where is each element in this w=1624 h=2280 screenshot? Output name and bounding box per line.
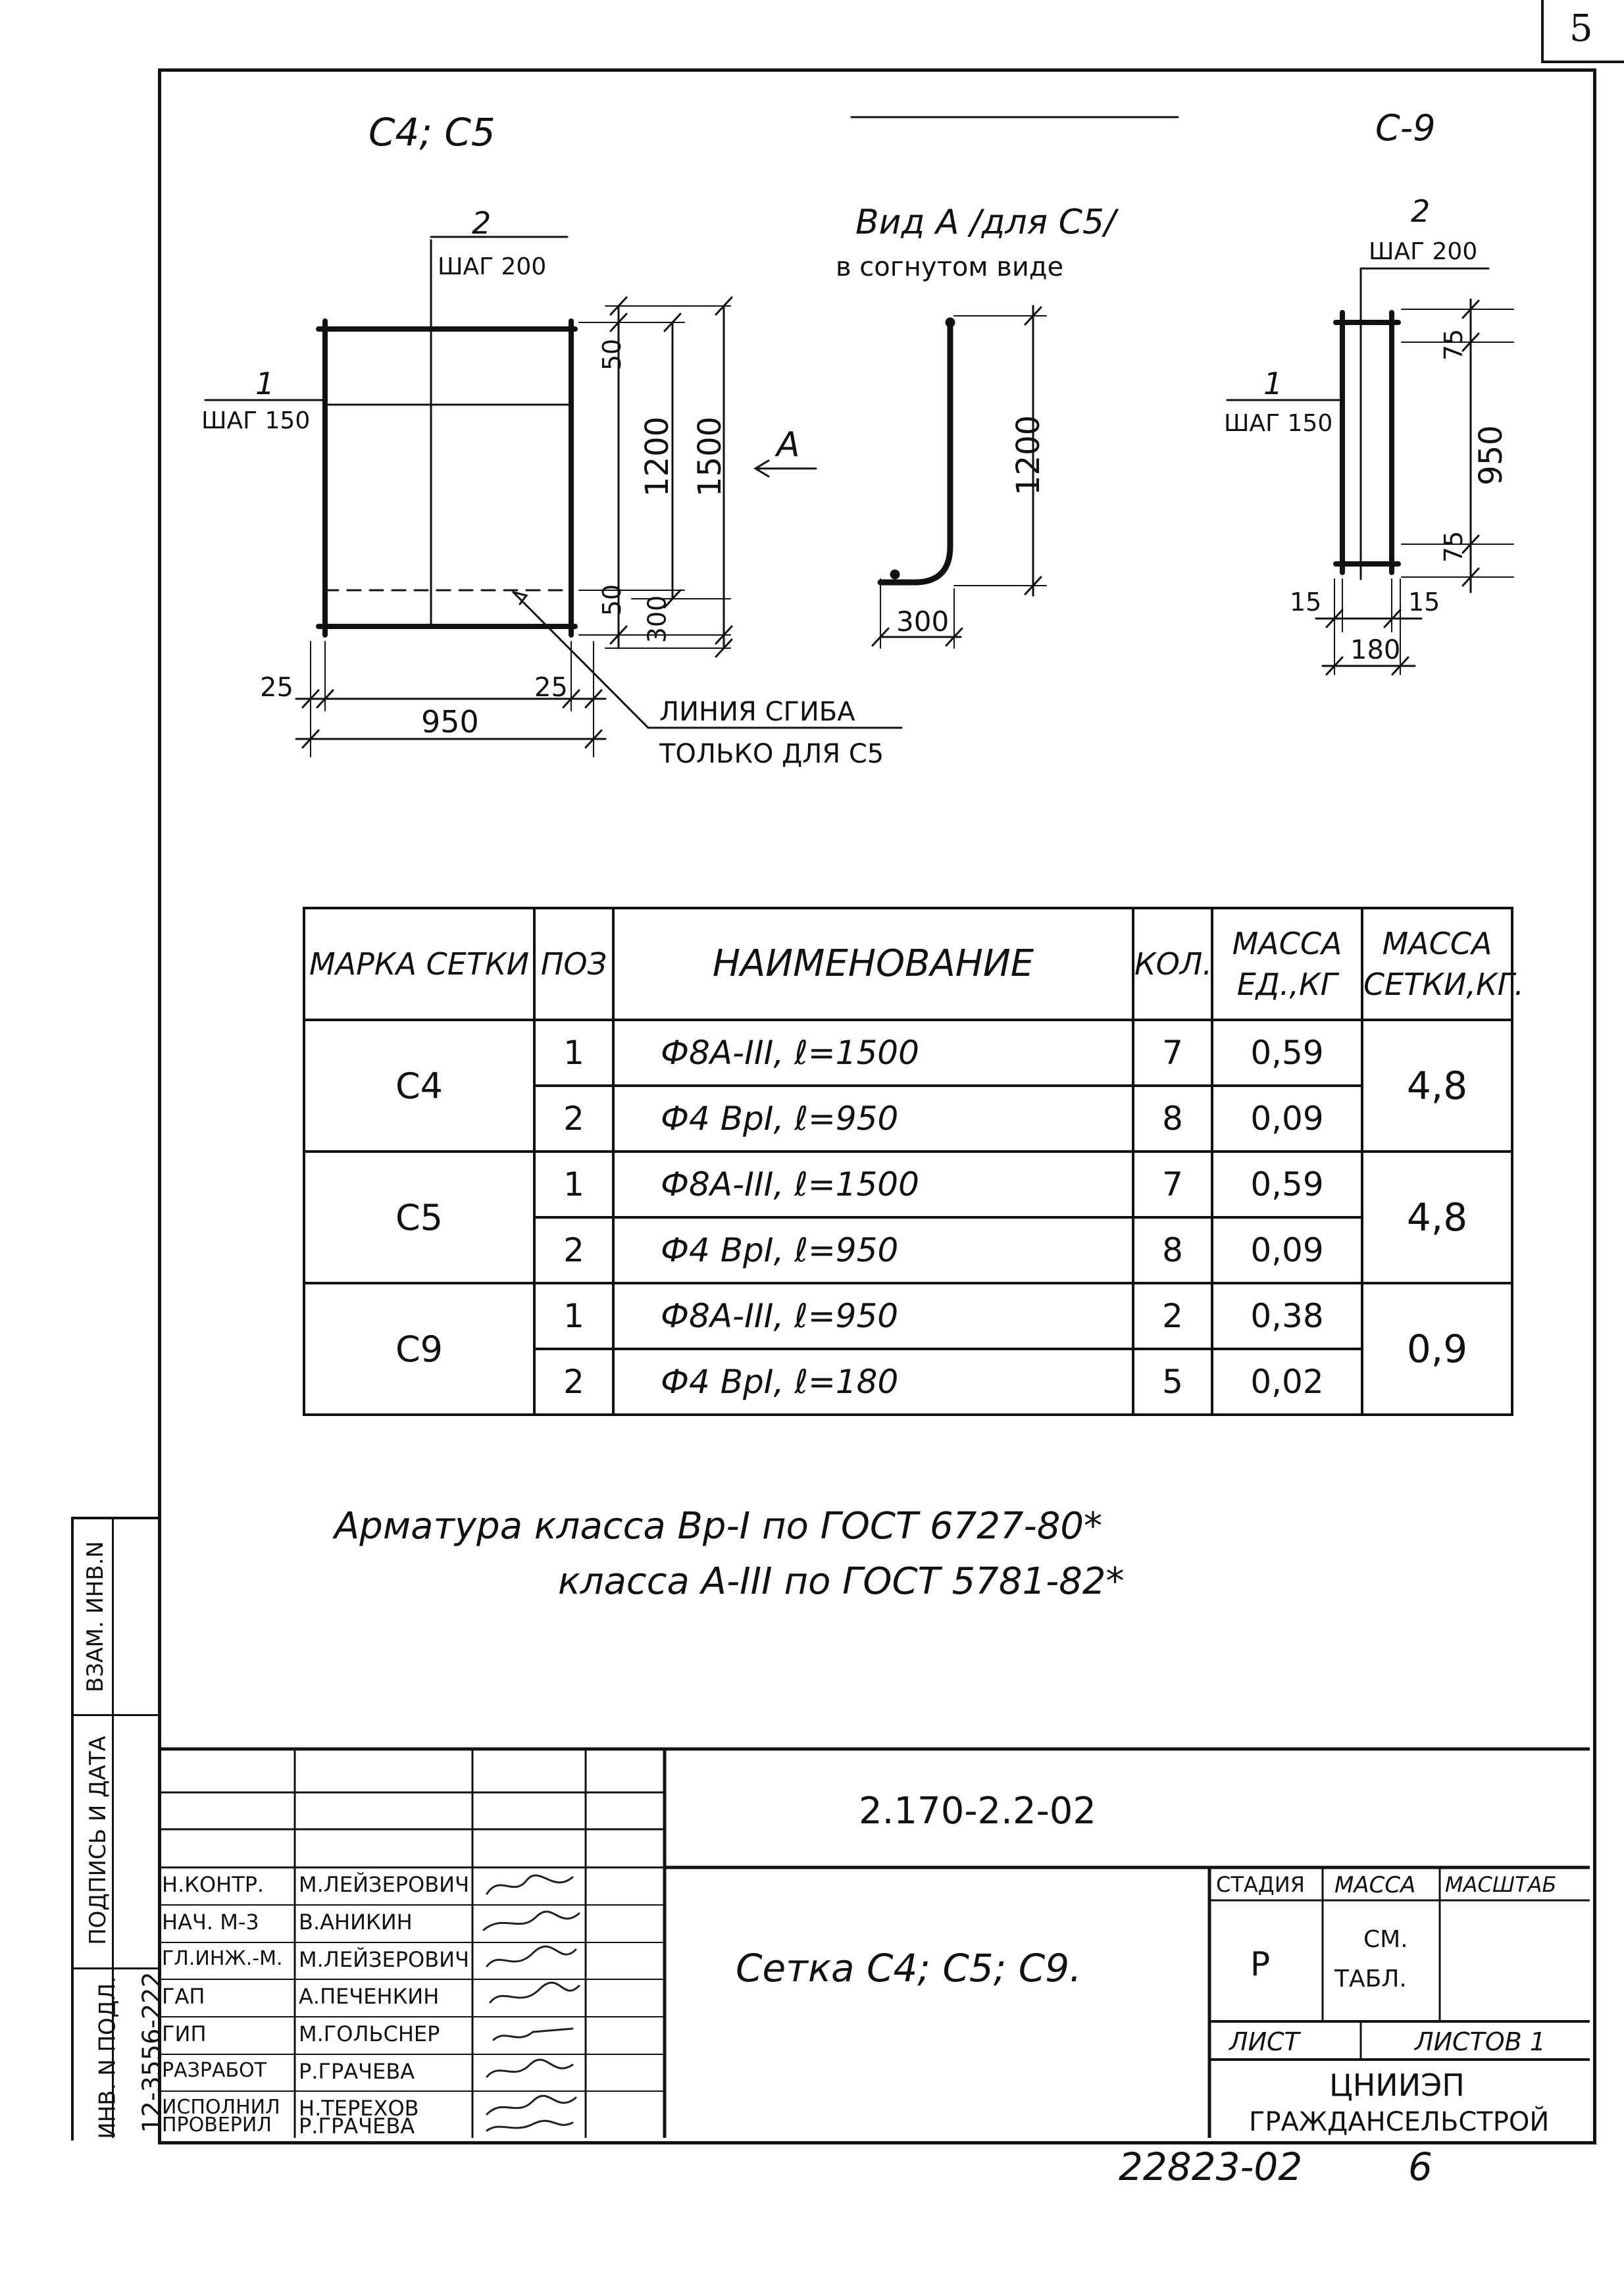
cell-unit-mass: 0,09	[1212, 1086, 1362, 1152]
left-dim-300: 300	[642, 595, 672, 644]
mass-label: МАССА	[1334, 1872, 1416, 1898]
person-name: В.АНИКИН	[299, 1910, 413, 1935]
cell-mark: С9	[304, 1283, 534, 1415]
left-dim-1200: 1200	[639, 416, 676, 497]
organization-line-2: ГРАЖДАНСЕЛЬСТРОЙ	[1249, 2107, 1550, 2137]
middle-dim-1200: 1200	[1010, 415, 1048, 496]
cell-mesh-mass: 4,8	[1362, 1152, 1512, 1283]
left-dim-50-bottom: 50	[597, 584, 627, 617]
cell-name: Ф8А-III, ℓ=950	[613, 1283, 1133, 1349]
signatures	[474, 1867, 586, 2138]
cell-qty: 7	[1133, 1020, 1212, 1086]
role-label: ГАП	[162, 1984, 205, 2009]
role-label: Н.КОНТР.	[162, 1872, 265, 1897]
header-qty: КОЛ.	[1133, 908, 1212, 1020]
cell-unit-mass: 0,09	[1212, 1217, 1362, 1283]
left-dim-25-right: 25	[534, 672, 568, 703]
side-inv-number: 12-3556-222	[137, 1971, 166, 2133]
cell-qty: 2	[1133, 1283, 1212, 1349]
cell-qty: 7	[1133, 1152, 1212, 1217]
view-arrow-label: А	[776, 425, 800, 465]
note-line-1: Арматура класса Вр-I по ГОСТ 6727-80*	[334, 1505, 1103, 1548]
right-dim-75-top: 75	[1439, 328, 1469, 361]
right-pos2-step: ШАГ 200	[1369, 238, 1478, 265]
mass-value-line-1: СМ.	[1363, 1926, 1408, 1953]
stage-label: СТАДИЯ	[1216, 1872, 1305, 1897]
header-mesh-mass: МАССА СЕТКИ,КГ.	[1362, 908, 1512, 1020]
stage-value: Р	[1250, 1945, 1271, 1983]
left-pos2-step: ШАГ 200	[438, 253, 547, 280]
person-name: М.ЛЕЙЗЕРОВИЧ	[299, 1872, 470, 1897]
cell-mark: С5	[304, 1152, 534, 1283]
cell-qty: 8	[1133, 1217, 1212, 1283]
cell-unit-mass: 0,02	[1212, 1349, 1362, 1415]
left-dim-950: 950	[421, 704, 479, 740]
cell-pos: 2	[534, 1217, 613, 1283]
cell-name: Ф8А-III, ℓ=1500	[613, 1152, 1133, 1217]
cell-pos: 1	[534, 1020, 613, 1086]
archive-number: 22823-02	[1119, 2144, 1303, 2189]
cell-qty: 8	[1133, 1086, 1212, 1152]
page-number: 5	[1569, 7, 1593, 50]
right-dim-180: 180	[1350, 635, 1401, 665]
cell-pos: 1	[534, 1283, 613, 1349]
mass-value-line-2: ТАБЛ.	[1334, 1965, 1407, 1992]
drawing-name: Сетка С4; С5; С9.	[736, 1946, 1082, 1990]
side-label-vzam: ВЗАМ. ИНВ.N	[82, 1541, 109, 1692]
right-drawing-title: С-9	[1375, 107, 1436, 149]
left-pos2-number: 2	[472, 205, 492, 241]
right-pos2-number: 2	[1411, 193, 1431, 229]
cell-pos: 2	[534, 1086, 613, 1152]
cell-unit-mass: 0,59	[1212, 1152, 1362, 1217]
person-name: А.ПЕЧЕНКИН	[299, 1984, 440, 2009]
header-pos: ПОЗ	[534, 908, 613, 1020]
person-name-checked: Р.ГРАЧЕВА	[299, 2114, 415, 2139]
role-label: РАЗРАБОТ	[162, 2059, 266, 2082]
view-subtitle: в согнутом виде	[836, 252, 1064, 282]
role-label: ИСПОЛНИЛ	[162, 2096, 280, 2119]
role-label: ГЛ.ИНЖ.-М.	[162, 1947, 283, 1970]
bend-line-note: ТОЛЬКО ДЛЯ С5	[659, 739, 884, 769]
organization-line-1: ЦНИИЭП	[1329, 2067, 1465, 2103]
right-dim-15-left: 15	[1290, 588, 1322, 617]
left-pos1-number: 1	[255, 366, 275, 401]
document-code: 2.170-2.2-02	[859, 1790, 1097, 1833]
person-name: М.ЛЕЙЗЕРОВИЧ	[299, 1947, 470, 1972]
left-dim-1500: 1500	[692, 416, 729, 497]
sheets-count-label: ЛИСТОВ 1	[1415, 2027, 1546, 2056]
right-pos1-number: 1	[1263, 366, 1283, 401]
cell-pos: 2	[534, 1349, 613, 1415]
left-drawing-title: С4; С5	[368, 110, 495, 155]
cell-name: Ф4 ВрI, ℓ=180	[613, 1349, 1133, 1415]
left-pos1-step: ШАГ 150	[201, 407, 311, 434]
header-unit-mass: МАССА ЕД.,КГ	[1212, 908, 1362, 1020]
bend-line-label: ЛИНИЯ СГИБА	[659, 697, 855, 727]
side-label-inv: ИНВ. N ПОДЛ.	[94, 1976, 121, 2139]
header-name: НАИМЕНОВАНИЕ	[613, 908, 1133, 1020]
role-label: НАЧ. М-3	[162, 1910, 259, 1935]
header-mark: МАРКА СЕТКИ	[304, 908, 534, 1020]
cell-unit-mass: 0,59	[1212, 1020, 1362, 1086]
cell-name: Ф4 ВрI, ℓ=950	[613, 1217, 1133, 1283]
role-label-checked: ПРОВЕРИЛ	[162, 2114, 272, 2137]
cell-name: Ф4 ВрI, ℓ=950	[613, 1086, 1133, 1152]
person-name: Р.ГРАЧЕВА	[299, 2059, 415, 2084]
middle-dim-300: 300	[896, 605, 950, 638]
cell-qty: 5	[1133, 1349, 1212, 1415]
side-label-podpis: ПОДПИСЬ И ДАТА	[84, 1736, 111, 1945]
sheet-label: ЛИСТ	[1229, 2027, 1300, 2056]
person-name: М.ГОЛЬСНЕР	[299, 2021, 440, 2046]
cell-name: Ф8А-III, ℓ=1500	[613, 1020, 1133, 1086]
right-pos1-step: ШАГ 150	[1224, 410, 1333, 437]
left-dim-50-top: 50	[597, 338, 627, 371]
cell-mesh-mass: 0,9	[1362, 1283, 1512, 1415]
cell-unit-mass: 0,38	[1212, 1283, 1362, 1349]
view-title: Вид А /для С5/	[855, 203, 1116, 242]
cell-pos: 1	[534, 1152, 613, 1217]
cell-mesh-mass: 4,8	[1362, 1020, 1512, 1152]
right-dim-75-bottom: 75	[1439, 530, 1469, 563]
note-line-2: класса А-III по ГОСТ 5781-82*	[558, 1560, 1125, 1603]
left-dim-25-left: 25	[260, 672, 293, 703]
cell-mark: С4	[304, 1020, 534, 1152]
person-name: Н.ТЕРЕХОВ	[299, 2096, 419, 2121]
role-label: ГИП	[162, 2021, 207, 2046]
scale-label: МАСШТАБ	[1445, 1872, 1557, 1897]
right-dim-15-right: 15	[1408, 588, 1440, 617]
right-dim-950: 950	[1472, 425, 1510, 486]
archive-sheet: 6	[1408, 2144, 1433, 2189]
